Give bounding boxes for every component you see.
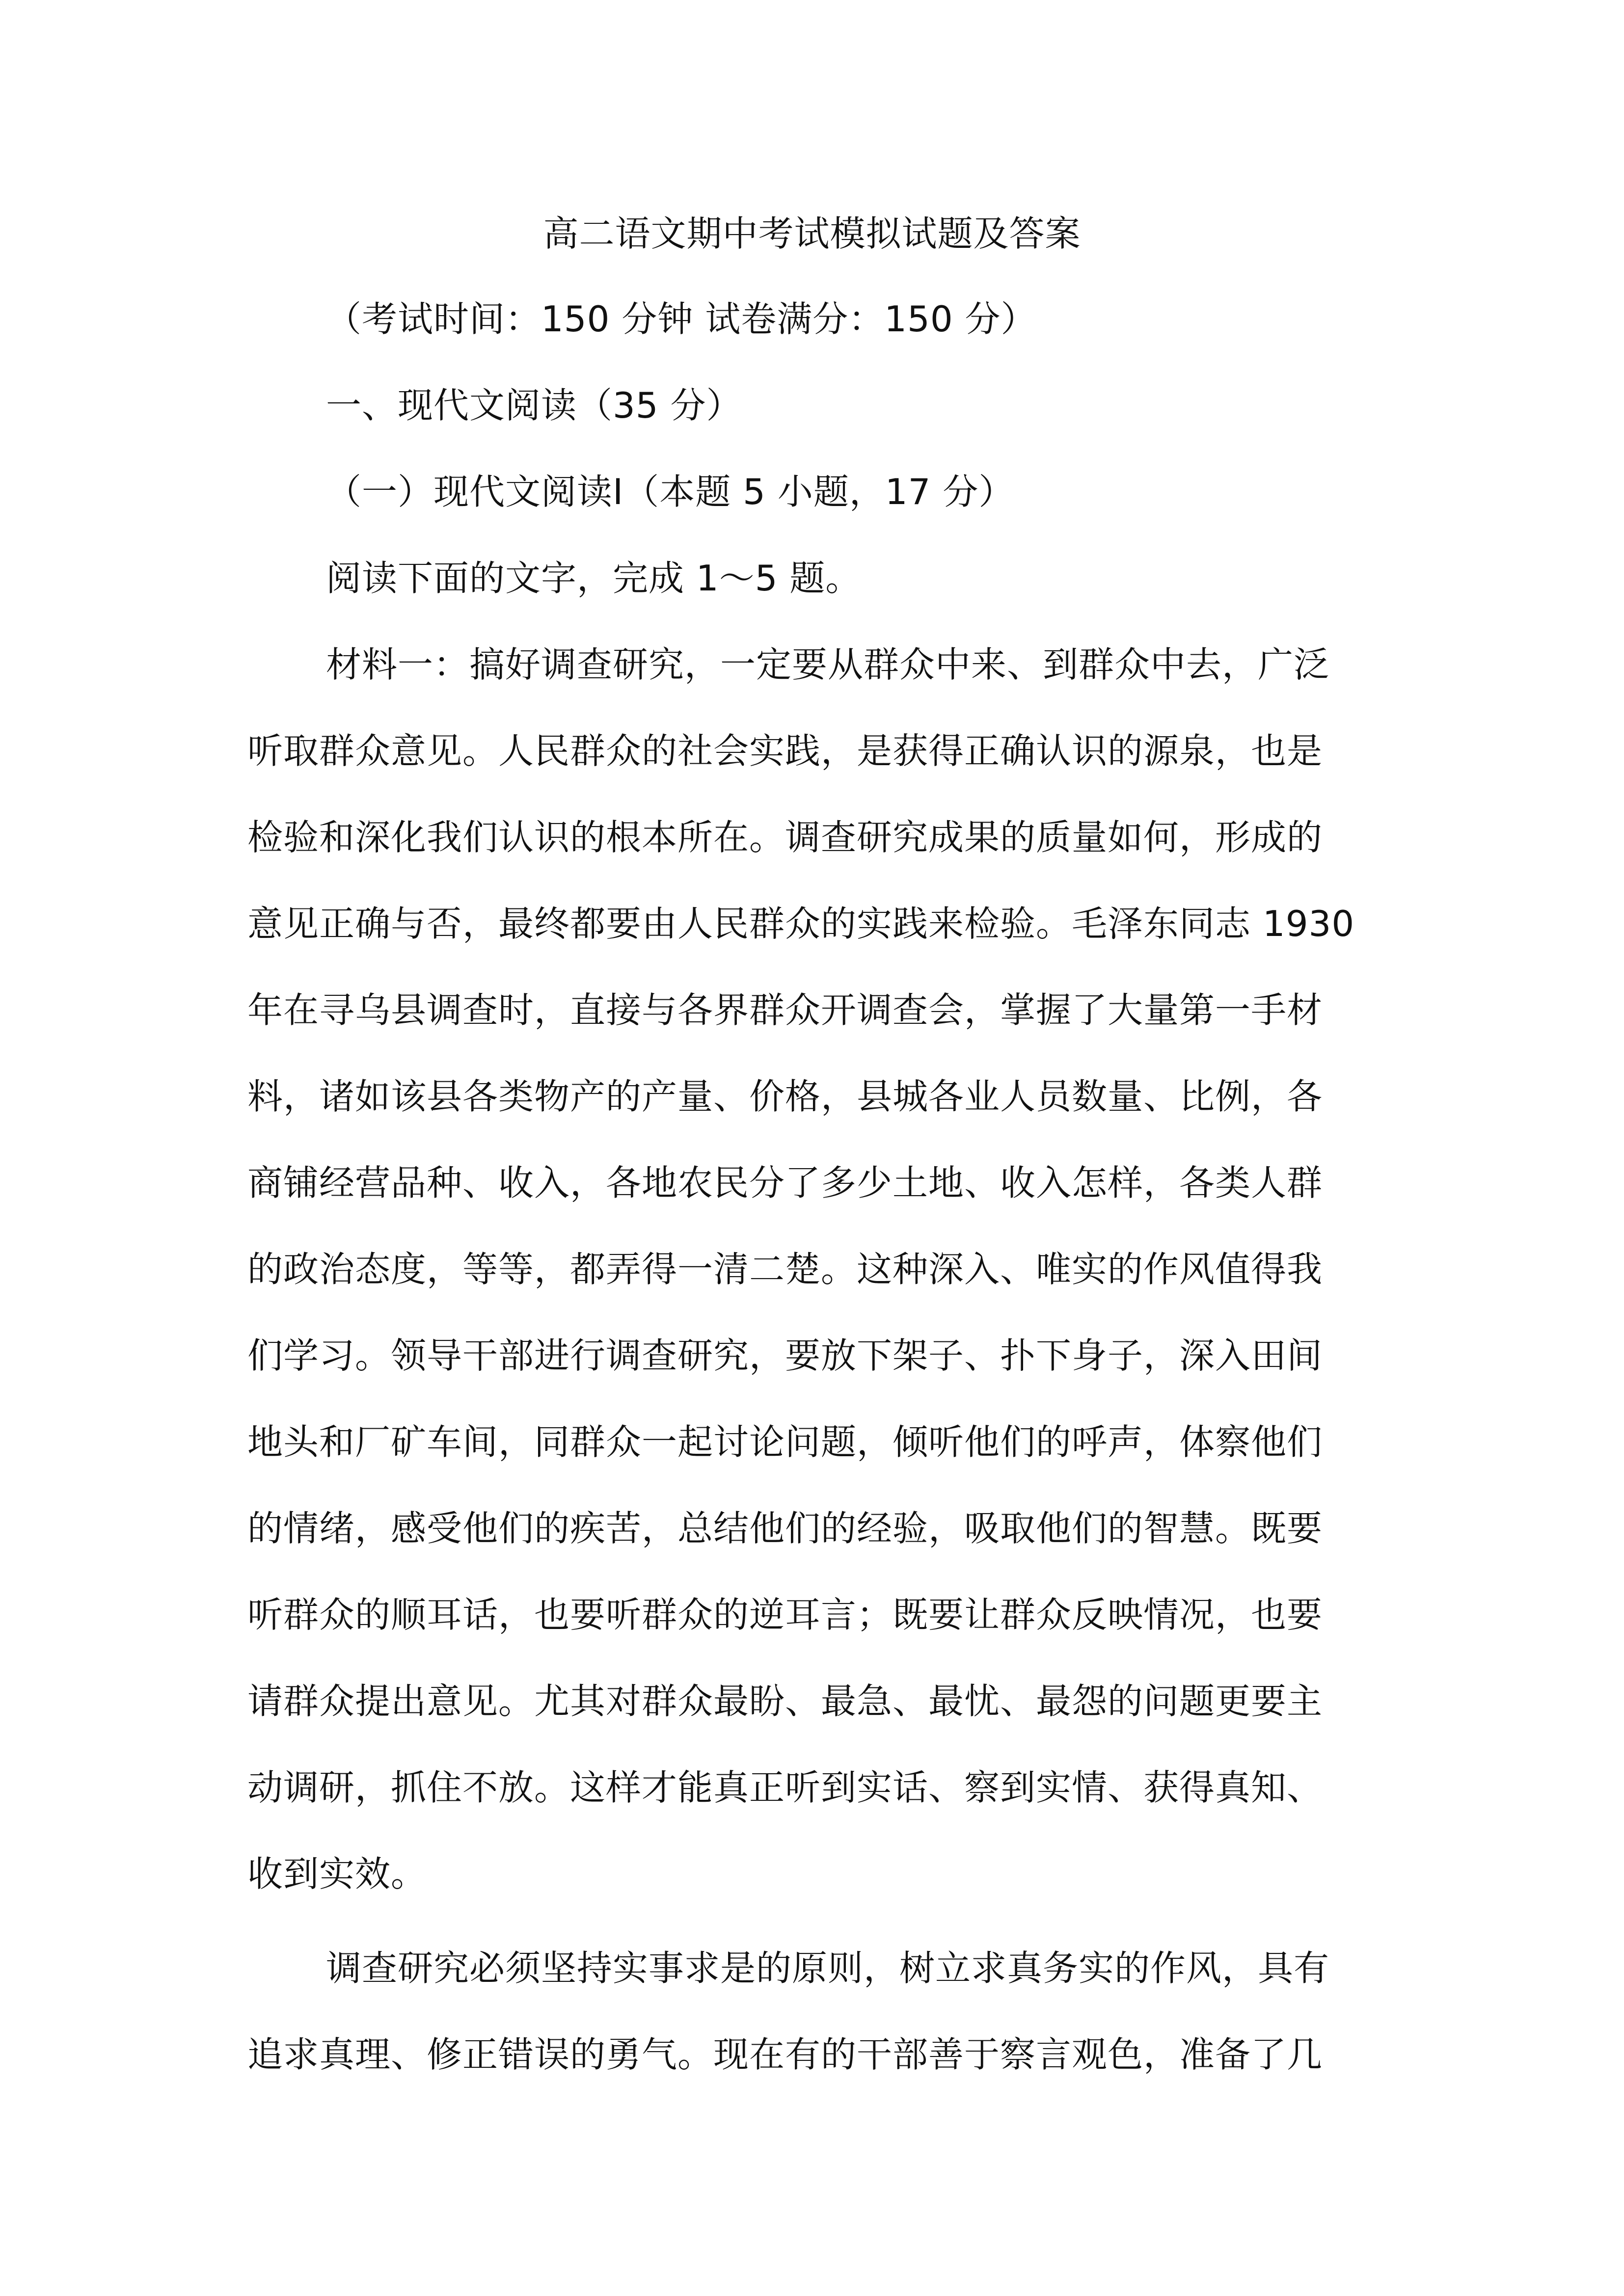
paragraph1-line: 们学习。领导干部进行调查研究，要放下架子、扑下身子，深入田间: [247, 1335, 1323, 1376]
paragraph1-line: 听群众的顺耳话，也要听群众的逆耳言；既要让群众反映情况，也要: [247, 1594, 1323, 1635]
paragraph1-line: 请群众提出意见。尤其对群众最盼、最急、最忧、最怨的问题更要主: [247, 1681, 1323, 1722]
paragraph1-line: 动调研，抓住不放。这样才能真正听到实话、察到实情、获得真知、: [247, 1767, 1323, 1808]
paragraph2-line: 追求真理、修正错误的勇气。现在有的干部善于察言观色，准备了几: [247, 2034, 1323, 2075]
paragraph1-line: 的情绪，感受他们的疾苦，总结他们的经验，吸取他们的智慧。既要: [247, 1508, 1323, 1549]
paragraph1-line: 地头和厂矿车间，同群众一起讨论问题，倾听他们的呼声，体察他们: [247, 1421, 1323, 1463]
paragraph1-line: 意见正确与否，最终都要由人民群众的实践来检验。毛泽东同志 1930: [247, 903, 1355, 944]
paragraph1-line: 商铺经营品种、收入，各地农民分了多少土地、收入怎样，各类人群: [247, 1162, 1323, 1203]
paragraph2-line: 调查研究必须坚持实事求是的原则，树立求真务实的作风，具有: [326, 1948, 1330, 1989]
reading-instruction: 阅读下面的文字，完成 1～5 题。: [326, 558, 862, 599]
paragraph1-line: 的政治态度，等等，都弄得一清二楚。这种深入、唯实的作风值得我: [247, 1249, 1323, 1290]
section-heading: 一、现代文阅读（35 分）: [326, 385, 742, 426]
exam-info: （考试时间：150 分钟 试卷满分：150 分）: [326, 298, 1037, 340]
subsection-heading: （一）现代文阅读Ⅰ（本题 5 小题，17 分）: [326, 471, 1015, 512]
paragraph1-line: 检验和深化我们认识的根本所在。调查研究成果的质量如何，形成的: [247, 817, 1323, 858]
paragraph1-line: 听取群众意见。人民群众的社会实践，是获得正确认识的源泉，也是: [247, 730, 1323, 772]
document-title: 高二语文期中考试模拟试题及答案: [543, 213, 1081, 254]
paragraph1-line: 年在寻乌县调查时，直接与各界群众开调查会，掌握了大量第一手材: [247, 989, 1323, 1031]
paragraph1-line: 收到实效。: [247, 1853, 427, 1895]
paragraph1-line: 材料一：搞好调查研究，一定要从群众中来、到群众中去，广泛: [326, 644, 1330, 685]
paragraph1-line: 料，诸如该县各类物产的产量、价格，县城各业人员数量、比例，各: [247, 1076, 1323, 1117]
